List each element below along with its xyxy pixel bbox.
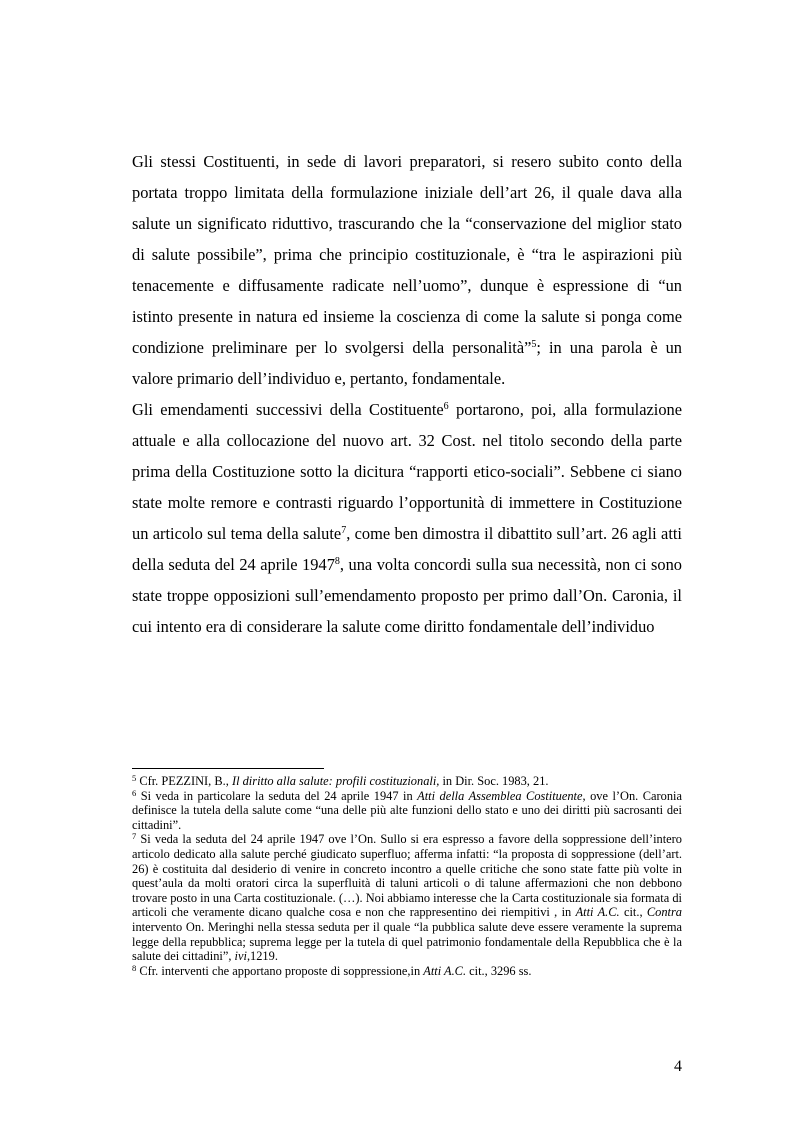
footnote-ref: 8: [132, 962, 137, 973]
italic-text: ivi: [234, 949, 247, 964]
italic-text: Atti A.C.: [423, 963, 467, 978]
text-run: Si veda in particolare la seduta del 24 aprile 1947 in: [136, 788, 418, 803]
footnote-ref: 5: [132, 773, 137, 783]
footnote-ref: 7: [132, 831, 137, 842]
page-number: 4: [674, 1058, 682, 1075]
text-run: portarono, poi, alla formulazione attuale e alla collocazione del nuovo art. 32 Cost. nel titolo secondo della parte prima della Costituzione sotto la dicitura “rapporti etico-sociali”. Sebbene ci siano state molte remore e contrasti riguardo l’opportunità di immettere in Costituzione un articolo sul tema della salute: [132, 400, 682, 543]
footnote-ref: 6: [132, 787, 137, 798]
text-run: Cfr. PEZZINI, B.,: [136, 774, 232, 788]
text-run: Si veda la seduta del 24 aprile 1947 ove l’On. Sullo si era espresso a favore della soppressione dell’intero articolo dedicato alla salute perché giudicato superfluo; afferma infatti: “la proposta di soppressione (dell’art. 26) è costituita dal desiderio di venire in concreto incontro a quelle critiche che sono state fatte più volte in quest’aula da molti oratori circa la superfluità di taluni articoli o di talune affermazioni che non debbono trovare posto in una Carta costituzionale. (…). Noi abbiamo interesse che la Carta costituzionale sia formata di articoli che veramente dicano qualche cosa e non che rappresentino dei riempitivi , in: [132, 832, 682, 920]
text-run: Cfr. interventi che apportano proposte di soppressione,in: [136, 963, 424, 978]
footnote: [132, 789, 682, 833]
paragraph: [132, 394, 682, 642]
italic-text: Atti A.C.: [575, 905, 620, 920]
text-run: ,1219.: [246, 949, 278, 964]
body-text: [132, 146, 682, 642]
text-run: in Dir. Soc. 1983, 21.: [439, 774, 549, 788]
text-run: , come ben dimostra il dibattito sull’art. 26 agli atti della seduta del 24 aprile 1947: [132, 524, 682, 574]
footnote-ref: 7: [341, 525, 347, 536]
footnote-ref: 8: [334, 556, 340, 567]
text-run: , una volta concordi sulla sua necessità, non ci sono state troppe opposizioni sull’emendamento proposto per primo dall’On. Caronia, il cui intento era di considerare la salute come diritto fondamentale dell’individuo: [132, 555, 682, 636]
text-run: cit.,: [619, 905, 647, 920]
text-run: ; in una parola è un valore primario dell’individuo e, pertanto, fondamentale.: [132, 338, 683, 388]
paragraph: [132, 146, 682, 394]
italic-text: Il diritto alla salute: profili costituzionali,: [231, 774, 440, 788]
footnote: [132, 774, 682, 789]
italic-text: Atti della Assemblea Costituente: [417, 788, 583, 803]
footnote: [132, 832, 682, 963]
footnote: [132, 964, 682, 979]
text-run: Gli stessi Costituenti, in sede di lavori preparatori, si resero subito conto della portata troppo limitata della formulazione iniziale dell’art 26, il quale dava alla salute un significato riduttivo, trascurando che la “conservazione del miglior stato di salute possibile”, prima che principio costituzionale, è “tra le aspirazioni più tenacemente e diffusamente radicate nell’uomo”, dunque è espressione di “un istinto presente in natura ed insieme la coscienza di come la salute si ponga come condizione preliminare per lo svolgersi della personalità”: [132, 152, 682, 357]
footnote-ref: 5: [531, 339, 537, 350]
text-run: Gli emendamenti successivi della Costituente: [132, 400, 444, 419]
text-run: intervento On. Meringhi nella stessa seduta per il quale “la pubblica salute deve essere veramente la suprema legge della repubblica; suprema legge per la tutela di quel patrimonio fondamentale della Repubblica che è la salute dei cittadini”,: [132, 919, 682, 964]
footnote-separator: [132, 768, 324, 769]
text-run: cit., 3296 ss.: [466, 963, 532, 978]
italic-text: Contra: [646, 905, 682, 920]
footnote-ref: 6: [443, 401, 449, 412]
footnotes: [132, 774, 682, 978]
text-run: , ove l’On. Caronia definisce la tutela della salute come “una delle più alte funzioni dello stato e uno dei diritti più sacrosanti dei cittadini”.: [132, 788, 682, 832]
